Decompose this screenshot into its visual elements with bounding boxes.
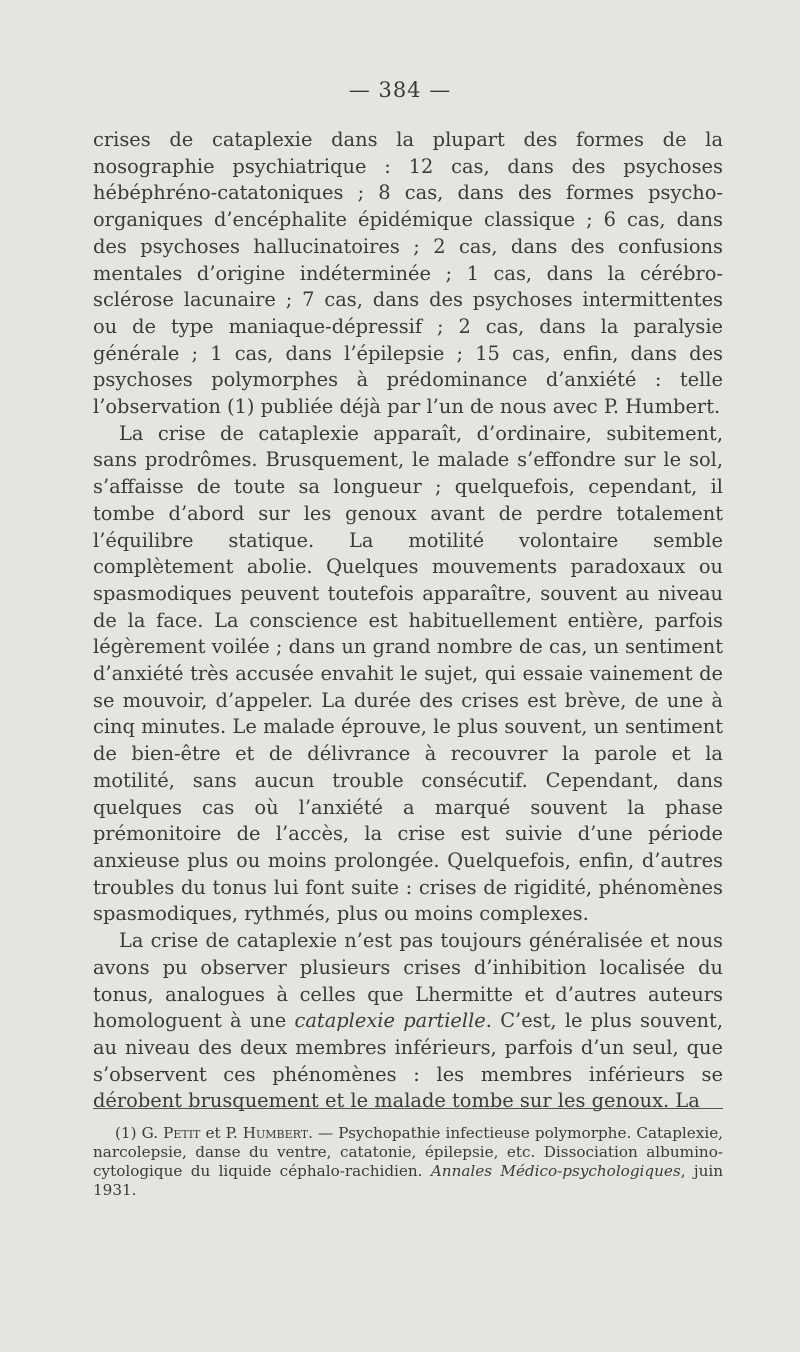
footnote-marker: (1) G.	[115, 1124, 164, 1142]
paragraph-3-end: . C’est, le plus souvent, au niveau des deux membres inférieurs, parfois d’un seul, que s’observent ces phénomènes : les membres inférieurs se dérobent brusquement et le malade tombe sur les genoux. La	[93, 1009, 724, 1113]
paragraph-2: La crise de cataplexie apparaît, d’ordinaire, subitement, sans prodrômes. Brusquement, le malade s’effondre sur le sol, s’affaisse de toute sa longueur ; quelquefois, cependant, il tombe d’abord sur les genoux avant de perdre totalement l’équilibre statique. La motilité volontaire semble complètement abolie. Quelques mouvements paradoxaux ou spasmodiques peuvent toutefois apparaître, souvent au niveau de la face. La conscience est habituellement entière, parfois légèrement voilée ; dans un grand nombre de cas, un sentiment d’anxiété très accusée envahit le sujet, qui essaie vainement de se mouvoir, d’appeler. La durée des crises est brève, de une à cinq minutes. Le malade éprouve, le plus souvent, un sentiment de bien-être et de délivrance à recouvrer la parole et la motilité, sans aucun trouble consécutif. Cependant, dans quelques cas où l’anxiété a marqué souvent la phase prémonitoire de l’accès, la crise est suivie d’une période anxieuse plus ou moins prolongée. Quelquefois, enfin, d’autres troubles du tonus lui font suite : crises de rigidité, phénomènes spasmodiques, rythmés, plus ou moins complexes.	[93, 421, 723, 926]
body-text	[93, 127, 723, 1115]
footnote-author-1: Petit	[163, 1124, 201, 1142]
footnote-journal: Annales Médico-psychologiques	[430, 1162, 681, 1180]
footnote-author-2: Humbert	[242, 1124, 309, 1142]
footnote-date: , juin 1931.	[93, 1162, 723, 1199]
paragraph-3-start: La crise de cataplexie n’est pas toujours généralisée et nous avons pu observer plusieurs crises d’inhibition localisée du tonus, analogues à celles que Lhermitte et d’autres auteurs homologuent à une	[93, 929, 723, 1033]
footnote-body: . — Psychopathie infectieuse polymorphe. Cataplexie, narcolepsie, danse du ventre, catatonie, épilepsie, etc. Dissociation albumino-cytologique du liquide céphalo-rachidien.	[93, 1124, 724, 1180]
footnote-text	[93, 1124, 723, 1200]
footnote	[93, 1124, 723, 1200]
paragraph-1: crises de cataplexie dans la plupart des formes de la nosographie psychiatrique : 12 cas, dans des psychoses hébéphréno-catatoniques ; 8 cas, dans des formes psycho-organiques d’encéphalite épidémique classique ; 6 cas, dans des psychoses hallucinatoires ; 2 cas, dans des confusions mentales d’origine indéterminée ; 1 cas, dans la cérébro-sclérose lacunaire ; 7 cas, dans des psychoses intermittentes ou de type maniaque-dépressif ; 2 cas, dans la paralysie générale ; 1 cas, dans l’épilepsie ; 15 cas, enfin, dans des psychoses polymorphes à prédominance d’anxiété : telle l’observation (1) publiée déjà par l’un de nous avec P. Humbert.	[93, 128, 723, 419]
paragraph-3	[93, 928, 723, 1115]
footnote-and: et P.	[200, 1124, 243, 1142]
page-number: — 384 —	[348, 78, 452, 102]
footnote-rule	[93, 1108, 723, 1109]
italic-term: cataplexie partielle	[294, 1009, 486, 1033]
